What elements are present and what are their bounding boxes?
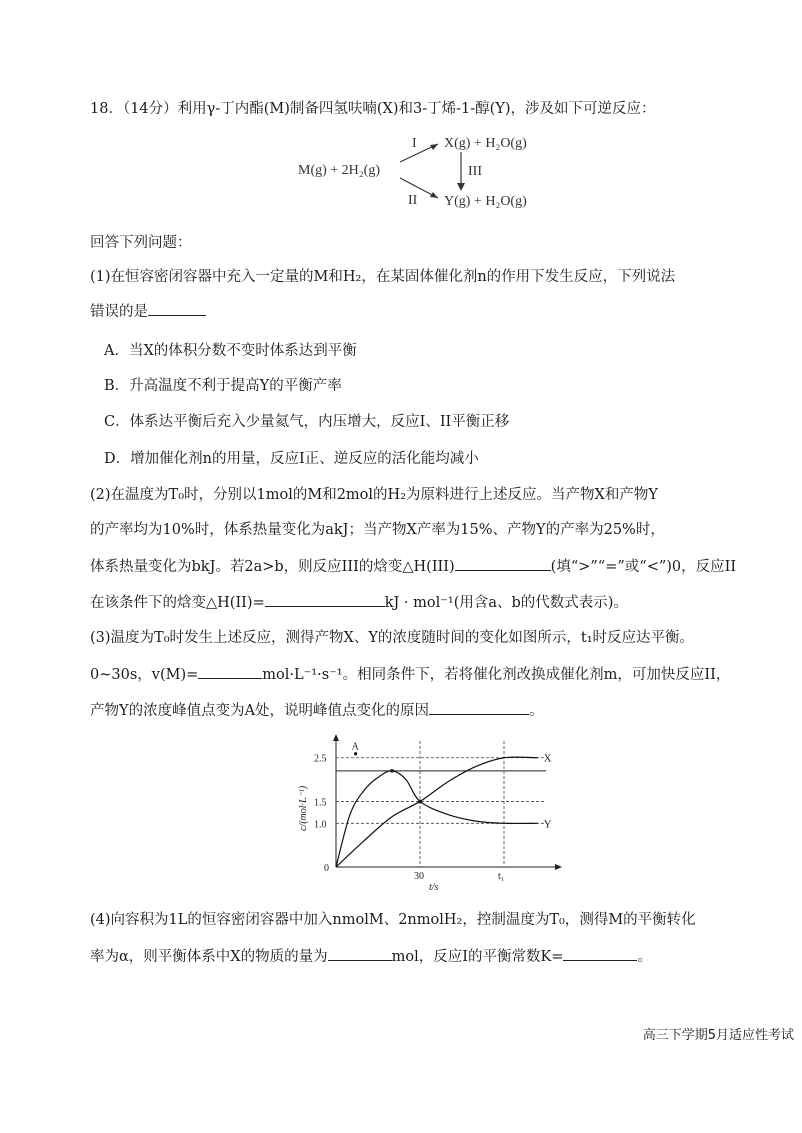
point-a-label: A	[351, 741, 359, 753]
y-tick-label: 1.0	[314, 819, 327, 831]
part2-line3	[90, 556, 736, 577]
answer-blank-3[interactable]	[265, 592, 385, 607]
part2-line3b: (填“>”“=”或“<”)0，反应II	[550, 559, 737, 575]
label-II: II	[408, 193, 418, 208]
option-d: D．增加催化剂n的用量，反应I正、逆反应的活化能均减小	[104, 451, 479, 467]
option-b: B．升高温度不利于提高Y的平衡产率	[104, 378, 342, 394]
part4-line2b: mol，反应I的平衡常数K=	[391, 949, 564, 965]
answer-blank-6[interactable]	[328, 946, 392, 961]
part4-line2	[90, 946, 652, 967]
label-III: III	[468, 164, 482, 179]
part1-line2	[90, 301, 206, 322]
x-axis-arrow	[555, 864, 562, 870]
intersection-point	[418, 800, 422, 804]
answer-blank-4[interactable]	[198, 664, 262, 679]
part3-line3b: 。	[529, 703, 544, 719]
series-x-label: X	[543, 752, 552, 765]
y-axis-label: c/(mol·L⁻¹)	[298, 785, 309, 831]
label-I: I	[412, 136, 417, 151]
x-tick-label: 30	[414, 871, 424, 882]
y-axis-arrow	[333, 734, 339, 741]
part2-line4b: kJ · mol⁻¹(用含a、b的代数式表示)。	[384, 595, 628, 611]
part2-line2: 的产率均为10%时，体系热量变化为akJ；当产物X产率为15%、产物Y的产率为25%时，	[90, 522, 665, 538]
part2-line4	[90, 592, 628, 613]
answer-blank-1[interactable]	[148, 301, 206, 316]
arrow-III-head	[457, 183, 465, 191]
product-top: X(g) + H₂O(g)	[444, 136, 527, 151]
answer-blank-5[interactable]	[429, 700, 529, 715]
x-tick-label: t₁	[498, 871, 505, 882]
series-y-line	[336, 771, 538, 867]
part1-prompt: 错误的是	[90, 304, 148, 320]
y-tick-label: 2.5	[314, 753, 327, 765]
peak-point	[390, 769, 394, 773]
part2-line4a: 在该条件下的焓变△H(II)=	[90, 595, 265, 611]
part3-line1: (3)温度为T₀时发生上述反应，测得产物X、Y的浓度随时间的变化如图所示，t₁时反应达平衡。	[90, 630, 695, 646]
answer-blank-7[interactable]	[563, 946, 637, 961]
series-x-line	[336, 757, 538, 867]
part3-line2b: mol·L⁻¹·s⁻¹。相同条件下，若将催化剂改换成催化剂m，可加快反应II，	[262, 667, 731, 683]
part2-line1: (2)在温度为T₀时，分别以1mol的M和2mol的H₂为原料进行上述反应。当产物X和产物Y	[90, 487, 658, 503]
part1-line1: (1)在恒容密闭容器中充入一定量的M和H₂，在某固体催化剂n的作用下发生反应，下列说法	[90, 269, 676, 285]
y-tick-label: 0	[324, 863, 329, 874]
concentration-chart	[292, 733, 572, 893]
arrow-I-head	[430, 144, 438, 150]
option-a: A．当X的体积分数不变时体系达到平衡	[104, 343, 357, 359]
reactants: M(g) + 2H₂(g)	[298, 163, 380, 178]
part2-line3a: 体系热量变化为bkJ。若2a>b，则反应III的焓变△H(III)	[90, 559, 455, 575]
arrow-II-head	[430, 192, 438, 198]
part3-line2	[90, 664, 730, 685]
part4-line1: (4)向容积为1L的恒容密闭容器中加入nmolM、2nmolH₂，控制温度为T₀，测得M的平衡转化	[90, 912, 696, 928]
question-header: 18．（14分）利用γ-丁内酯(M)制备四氢呋喃(X)和3-丁烯-1-醇(Y)，涉及如下可逆反应：	[90, 101, 656, 117]
intro: 回答下列问题：	[90, 235, 192, 251]
part3-line3a: 产物Y的浓度峰值点变为A处，说明峰值点变化的原因	[90, 703, 430, 719]
series-y-label: Y	[543, 818, 552, 831]
part3-line3	[90, 700, 544, 721]
x-axis-label: t/s	[429, 882, 439, 893]
reaction-scheme	[296, 128, 556, 216]
option-c: C．体系达平衡后充入少量氦气，内压增大，反应I、II平衡正移	[104, 414, 510, 430]
part4-line2c: 。	[637, 949, 652, 965]
footer: 高三下学期5月适应性考试	[642, 1028, 794, 1043]
product-bottom: Y(g) + H₂O(g)	[444, 194, 527, 209]
y-tick-label: 1.5	[314, 797, 327, 809]
part3-line2a: 0~30s，v(M)=	[90, 667, 199, 683]
answer-blank-2[interactable]	[455, 556, 551, 571]
part4-line2a: 率为α，则平衡体系中X的物质的量为	[90, 949, 328, 965]
